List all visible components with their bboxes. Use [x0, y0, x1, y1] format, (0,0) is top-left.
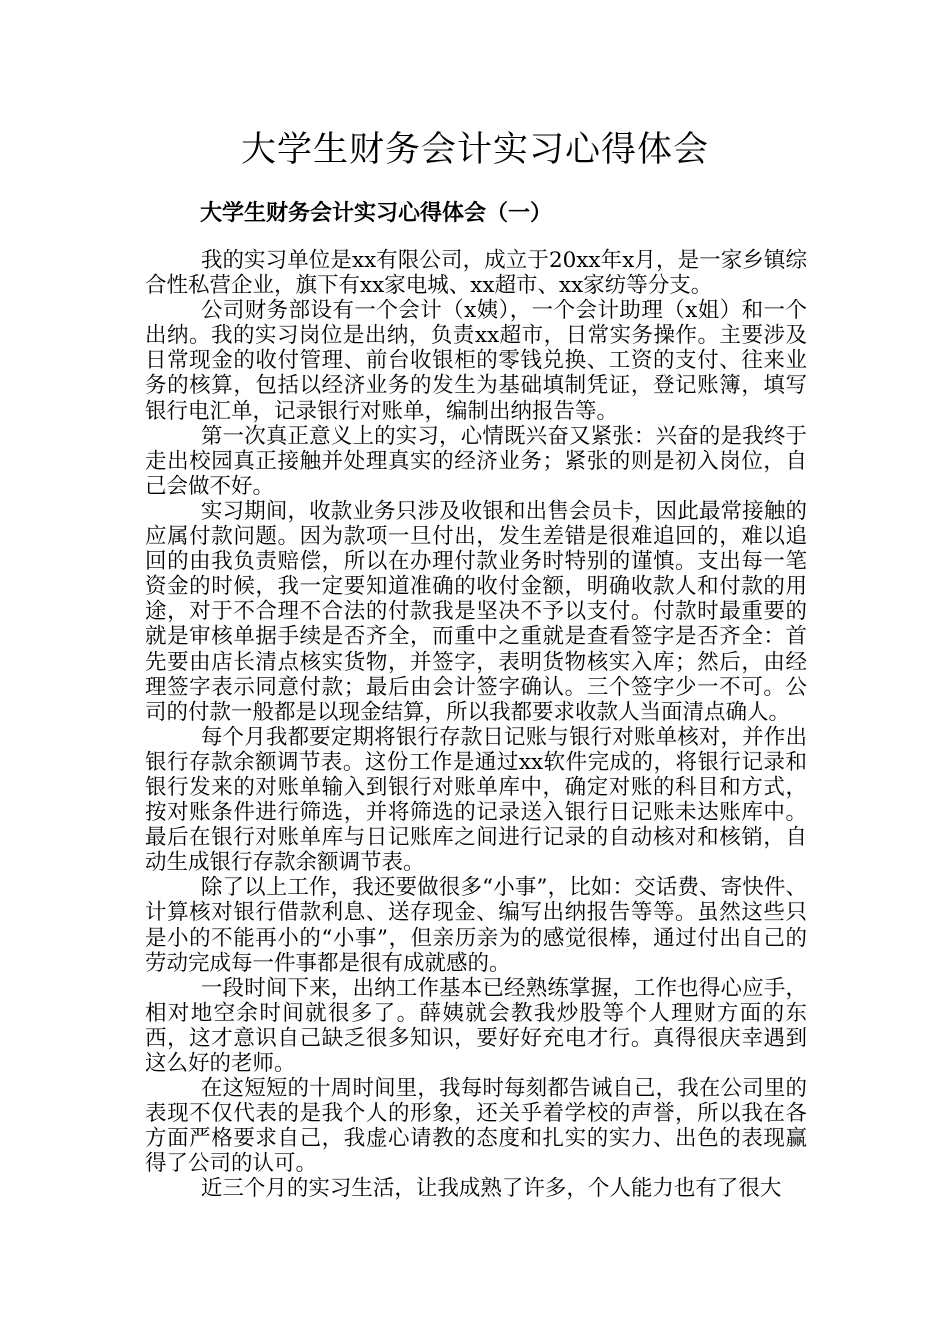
document-title: 大学生财务会计实习心得体会	[240, 130, 709, 170]
paragraph-5: 每个月我都要定期将银行存款日记账与银行对账单核对，并作出银行存款余额调节表。这份工作是通过xx软件完成的，将银行记录和银行发来的对账单输入到银行对账单库中，确定对账的科目和方式，按对账条件进行筛选，并将筛选的记录送入银行日记账未达账库中。最后在银行对账单库与日记账库之间进行记录的自动核对和核销，自动生成银行存款余额调节表。	[145, 724, 807, 876]
paragraph-2: 公司财务部设有一个会计（x姨），一个会计助理（x姐）和一个出纳。我的实习岗位是出纳，负责xx超市，日常实务操作。主要涉及日常现金的收付管理、前台收银柜的零钱兑换、工资的支付、往来业务的核算，包括以经济业务的发生为基础填制凭证，登记账簿，填写银行电汇单，记录银行对账单，编制出纳报告等。	[145, 298, 807, 424]
paragraph-7: 一段时间下来，出纳工作基本已经熟练掌握，工作也得心应手，相对地空余时间就很多了。薛姨就会教我炒股等个人理财方面的东西，这才意识自己缺乏很多知识，要好好充电才行。真得很庆幸遇到这么好的老师。	[145, 975, 807, 1076]
paragraph-4: 实习期间，收款业务只涉及收银和出售会员卡，因此最常接触的应属付款问题。因为款项一旦付出，发生差错是很难追回的，难以追回的由我负责赔偿，所以在办理付款业务时特别的谨慎。支出每一笔资金的时候，我一定要知道准确的收付金额，明确收款人和付款的用途，对于不合理不合法的付款我是坚决不予以支付。付款时最重要的就是审核单据手续是否齐全，而重中之重就是查看签字是否齐全：首先要由店长清点核实货物，并签字，表明货物核实入库；然后，由经理签字表示同意付款；最后由会计签字确认。三个签字少一不可。公司的付款一般都是以现金结算，所以我都要求收款人当面清点确人。	[145, 498, 807, 725]
paragraph-6: 除了以上工作，我还要做很多“小事”，比如：交话费、寄快件、计算核对银行借款利息、送存现金、编写出纳报告等等。虽然这些只是小的不能再小的“小事”，但亲历亲为的感觉很棒，通过付出自己的劳动完成每一件事都是很有成就感的。	[145, 875, 807, 976]
paragraph-9: 近三个月的实习生活，让我成熟了许多，个人能力也有了很大	[200, 1176, 782, 1202]
paragraph-3: 第一次真正意义上的实习，心情既兴奋又紧张：兴奋的是我终于走出校园真正接触并处理真实的经济业务；紧张的则是初入岗位，自己会做不好。	[145, 423, 807, 499]
paragraph-8: 在这短短的十周时间里，我每时每刻都告诫自己，我在公司里的表现不仅代表的是我个人的形象，还关乎着学校的声誉，所以我在各方面严格要求自己，我虚心请教的态度和扎实的实力、出色的表现赢得了公司的认可。	[145, 1076, 807, 1177]
section-heading: 大学生财务会计实习心得体会（一）	[200, 200, 553, 226]
body-text	[145, 248, 807, 1202]
paragraph-1: 我的实习单位是xx有限公司，成立于20xx年x月，是一家乡镇综合性私营企业，旗下有xx家电城、xx超市、xx家纺等分支。	[145, 248, 807, 299]
